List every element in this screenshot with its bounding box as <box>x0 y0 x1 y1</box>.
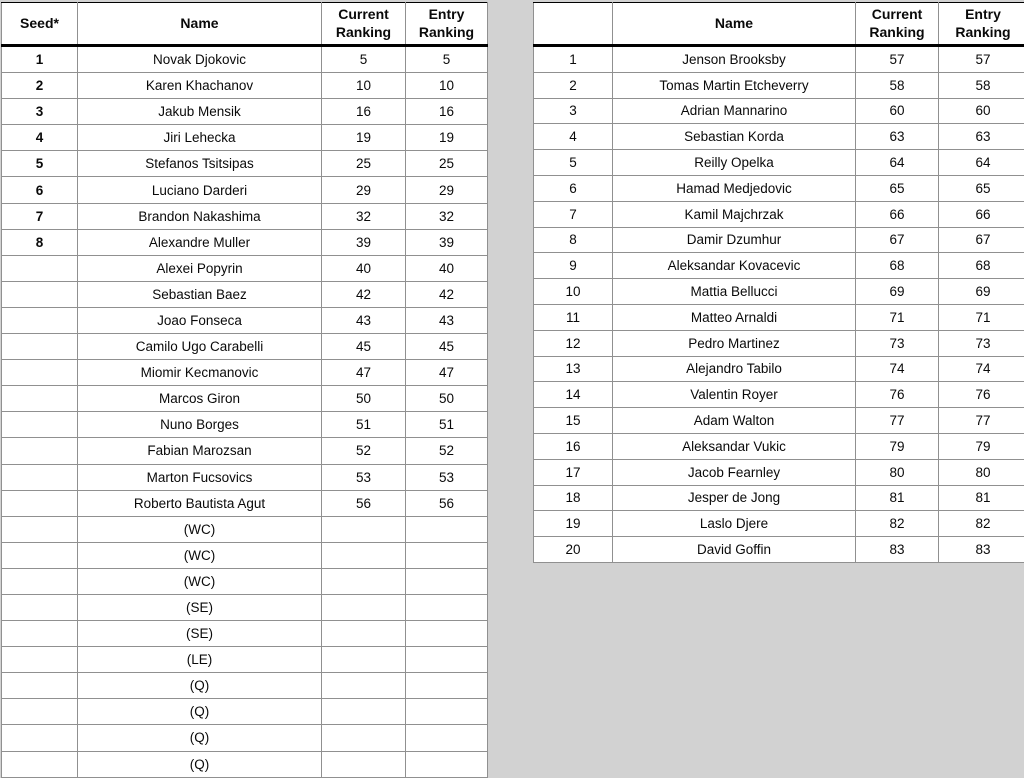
name-cell: Fabian Marozsan <box>78 438 322 464</box>
seed-cell: 1 <box>2 46 78 73</box>
name-cell: Tomas Martin Etcheverry <box>613 72 856 98</box>
seed-cell: 12 <box>534 330 613 356</box>
entry-ranking-cell <box>406 725 488 751</box>
table-row <box>534 124 1024 150</box>
entry-ranking-cell: 10 <box>406 73 488 99</box>
entry-ranking-cell: 32 <box>406 203 488 229</box>
table-row <box>2 673 488 699</box>
table-row <box>534 511 1024 537</box>
table-row <box>534 279 1024 305</box>
current-ranking-cell: 10 <box>322 73 406 99</box>
current-ranking-cell: 45 <box>322 334 406 360</box>
name-cell: Novak Djokovic <box>78 46 322 73</box>
seed-cell: 2 <box>534 72 613 98</box>
seed-cell: 15 <box>534 408 613 434</box>
entry-ranking-cell: 57 <box>939 46 1024 73</box>
name-cell: Hamad Medjedovic <box>613 175 856 201</box>
table-row <box>2 203 488 229</box>
current-ranking-cell: 42 <box>322 281 406 307</box>
seed-cell <box>2 751 78 777</box>
seed-cell <box>2 255 78 281</box>
table-row <box>2 516 488 542</box>
name-cell: (SE) <box>78 621 322 647</box>
seed-cell <box>2 542 78 568</box>
entry-ranking-cell: 52 <box>406 438 488 464</box>
name-cell: Kamil Majchrzak <box>613 201 856 227</box>
seed-cell <box>2 621 78 647</box>
seed-cell: 6 <box>534 175 613 201</box>
seed-cell <box>2 516 78 542</box>
table-row <box>2 151 488 177</box>
entry-ranking-cell <box>406 699 488 725</box>
seed-cell: 10 <box>534 279 613 305</box>
seed-cell: 14 <box>534 382 613 408</box>
current-ranking-cell <box>322 516 406 542</box>
table-row <box>534 175 1024 201</box>
seed-cell: 5 <box>2 151 78 177</box>
seed-cell: 18 <box>534 485 613 511</box>
seed-cell <box>2 647 78 673</box>
column-header: Current Ranking <box>856 3 939 46</box>
current-ranking-cell <box>322 699 406 725</box>
seed-cell <box>2 725 78 751</box>
entry-ranking-cell: 71 <box>939 304 1024 330</box>
table-row <box>534 201 1024 227</box>
seed-cell <box>2 360 78 386</box>
current-ranking-cell: 47 <box>322 360 406 386</box>
seed-cell: 5 <box>534 150 613 176</box>
entry-ranking-cell: 79 <box>939 433 1024 459</box>
current-ranking-cell: 58 <box>856 72 939 98</box>
entry-ranking-cell: 73 <box>939 330 1024 356</box>
table-row <box>2 255 488 281</box>
name-cell: Jakub Mensik <box>78 99 322 125</box>
current-ranking-cell: 77 <box>856 408 939 434</box>
column-header: Entry Ranking <box>406 3 488 46</box>
current-ranking-cell <box>322 621 406 647</box>
name-cell: Alexandre Muller <box>78 229 322 255</box>
seed-cell: 9 <box>534 253 613 279</box>
seed-cell: 8 <box>2 229 78 255</box>
header-row <box>2 3 488 46</box>
name-cell: (LE) <box>78 647 322 673</box>
name-cell: Jiri Lehecka <box>78 125 322 151</box>
table-row <box>2 46 488 73</box>
column-header: Current Ranking <box>322 3 406 46</box>
name-cell: Damir Dzumhur <box>613 227 856 253</box>
seeded-entry-table <box>1 2 488 778</box>
name-cell: David Goffin <box>613 537 856 563</box>
name-cell: Reilly Opelka <box>613 150 856 176</box>
current-ranking-cell: 80 <box>856 459 939 485</box>
table-row <box>2 73 488 99</box>
table-row <box>2 281 488 307</box>
name-cell: Alexei Popyrin <box>78 255 322 281</box>
seed-cell <box>2 307 78 333</box>
entry-ranking-cell: 50 <box>406 386 488 412</box>
table-row <box>534 46 1024 73</box>
current-ranking-cell: 39 <box>322 229 406 255</box>
current-ranking-cell: 65 <box>856 175 939 201</box>
seed-cell <box>2 673 78 699</box>
name-cell: Adrian Mannarino <box>613 98 856 124</box>
table-row <box>534 537 1024 563</box>
table-row <box>2 490 488 516</box>
seed-cell: 19 <box>534 511 613 537</box>
current-ranking-cell: 25 <box>322 151 406 177</box>
entry-ranking-cell: 64 <box>939 150 1024 176</box>
table-row <box>2 751 488 777</box>
current-ranking-cell: 83 <box>856 537 939 563</box>
name-cell: (Q) <box>78 673 322 699</box>
current-ranking-cell: 19 <box>322 125 406 151</box>
entry-ranking-cell: 25 <box>406 151 488 177</box>
table-row <box>2 229 488 255</box>
name-cell: Aleksandar Vukic <box>613 433 856 459</box>
table-row <box>2 542 488 568</box>
table-row <box>534 227 1024 253</box>
seed-cell: 4 <box>534 124 613 150</box>
name-cell: Miomir Kecmanovic <box>78 360 322 386</box>
entry-ranking-cell <box>406 621 488 647</box>
name-cell: Sebastian Baez <box>78 281 322 307</box>
entry-ranking-cell: 60 <box>939 98 1024 124</box>
entry-ranking-cell: 66 <box>939 201 1024 227</box>
entry-ranking-cell: 63 <box>939 124 1024 150</box>
table-row <box>2 125 488 151</box>
seed-cell <box>2 464 78 490</box>
current-ranking-cell <box>322 647 406 673</box>
current-ranking-cell <box>322 594 406 620</box>
seed-cell <box>2 412 78 438</box>
name-cell: Mattia Bellucci <box>613 279 856 305</box>
entry-ranking-cell <box>406 673 488 699</box>
table-row <box>534 150 1024 176</box>
seed-cell <box>2 438 78 464</box>
current-ranking-cell: 43 <box>322 307 406 333</box>
seed-cell <box>2 699 78 725</box>
table-row <box>534 304 1024 330</box>
current-ranking-cell: 81 <box>856 485 939 511</box>
current-ranking-cell: 5 <box>322 46 406 73</box>
seed-cell <box>2 594 78 620</box>
current-ranking-cell: 74 <box>856 356 939 382</box>
current-ranking-cell: 82 <box>856 511 939 537</box>
entry-ranking-cell: 81 <box>939 485 1024 511</box>
entry-ranking-cell: 58 <box>939 72 1024 98</box>
name-cell: Sebastian Korda <box>613 124 856 150</box>
name-cell: (WC) <box>78 516 322 542</box>
name-cell: Karen Khachanov <box>78 73 322 99</box>
name-cell: Matteo Arnaldi <box>613 304 856 330</box>
seed-cell: 6 <box>2 177 78 203</box>
table-row <box>534 433 1024 459</box>
seed-cell: 4 <box>2 125 78 151</box>
current-ranking-cell: 40 <box>322 255 406 281</box>
seed-cell: 16 <box>534 433 613 459</box>
seed-cell: 7 <box>534 201 613 227</box>
entry-ranking-cell: 51 <box>406 412 488 438</box>
entry-ranking-cell: 29 <box>406 177 488 203</box>
table-row <box>534 253 1024 279</box>
name-cell: Jenson Brooksby <box>613 46 856 73</box>
seed-cell <box>2 490 78 516</box>
name-cell: Pedro Martinez <box>613 330 856 356</box>
current-ranking-cell: 56 <box>322 490 406 516</box>
name-cell: Luciano Darderi <box>78 177 322 203</box>
table-row <box>2 725 488 751</box>
name-cell: Nuno Borges <box>78 412 322 438</box>
table-row <box>2 99 488 125</box>
table-row <box>534 330 1024 356</box>
current-ranking-cell <box>322 725 406 751</box>
seed-cell: 2 <box>2 73 78 99</box>
table-row <box>2 621 488 647</box>
entry-ranking-cell: 53 <box>406 464 488 490</box>
current-ranking-cell <box>322 751 406 777</box>
current-ranking-cell: 76 <box>856 382 939 408</box>
current-ranking-cell: 57 <box>856 46 939 73</box>
current-ranking-cell <box>322 673 406 699</box>
current-ranking-cell: 63 <box>856 124 939 150</box>
current-ranking-cell <box>322 542 406 568</box>
current-ranking-cell: 64 <box>856 150 939 176</box>
entry-ranking-cell: 65 <box>939 175 1024 201</box>
seed-cell: 17 <box>534 459 613 485</box>
name-cell: Stefanos Tsitsipas <box>78 151 322 177</box>
seed-cell: 7 <box>2 203 78 229</box>
current-ranking-cell: 29 <box>322 177 406 203</box>
column-header: Entry Ranking <box>939 3 1024 46</box>
entry-ranking-cell: 16 <box>406 99 488 125</box>
current-ranking-cell <box>322 568 406 594</box>
entry-ranking-cell <box>406 594 488 620</box>
name-cell: (WC) <box>78 568 322 594</box>
entry-ranking-cell: 82 <box>939 511 1024 537</box>
current-ranking-cell: 66 <box>856 201 939 227</box>
entry-ranking-cell: 74 <box>939 356 1024 382</box>
table-row <box>534 459 1024 485</box>
table-row <box>2 594 488 620</box>
name-cell: (Q) <box>78 751 322 777</box>
seed-cell: 13 <box>534 356 613 382</box>
name-cell: Adam Walton <box>613 408 856 434</box>
seed-cell: 8 <box>534 227 613 253</box>
table-row <box>2 438 488 464</box>
name-cell: Laslo Djere <box>613 511 856 537</box>
table-row <box>534 382 1024 408</box>
entry-ranking-cell: 19 <box>406 125 488 151</box>
table-row <box>2 177 488 203</box>
name-cell: Valentin Royer <box>613 382 856 408</box>
current-ranking-cell: 71 <box>856 304 939 330</box>
name-cell: Brandon Nakashima <box>78 203 322 229</box>
name-cell: (SE) <box>78 594 322 620</box>
name-cell: Aleksandar Kovacevic <box>613 253 856 279</box>
entry-ranking-cell: 67 <box>939 227 1024 253</box>
column-header: Name <box>78 3 322 46</box>
seed-cell: 11 <box>534 304 613 330</box>
name-cell: Joao Fonseca <box>78 307 322 333</box>
table-row <box>534 72 1024 98</box>
current-ranking-cell: 53 <box>322 464 406 490</box>
table-row <box>2 568 488 594</box>
table-row <box>2 360 488 386</box>
entry-ranking-cell: 47 <box>406 360 488 386</box>
table-row <box>2 307 488 333</box>
entry-ranking-cell: 40 <box>406 255 488 281</box>
name-cell: (WC) <box>78 542 322 568</box>
current-ranking-cell: 50 <box>322 386 406 412</box>
column-header: Seed* <box>2 3 78 46</box>
table-row <box>534 356 1024 382</box>
entry-ranking-cell <box>406 542 488 568</box>
column-header: Name <box>613 3 856 46</box>
table-row <box>2 647 488 673</box>
entry-ranking-cell <box>406 647 488 673</box>
seed-cell: 1 <box>534 46 613 73</box>
seed-cell: 3 <box>534 98 613 124</box>
entry-ranking-cell: 83 <box>939 537 1024 563</box>
current-ranking-cell: 52 <box>322 438 406 464</box>
table-row <box>2 334 488 360</box>
column-header <box>534 3 613 46</box>
current-ranking-cell: 16 <box>322 99 406 125</box>
entry-ranking-cell: 45 <box>406 334 488 360</box>
seed-cell: 20 <box>534 537 613 563</box>
table-row <box>534 408 1024 434</box>
table-row <box>2 464 488 490</box>
seed-cell <box>2 334 78 360</box>
table-row <box>2 412 488 438</box>
current-ranking-cell: 68 <box>856 253 939 279</box>
name-cell: Jacob Fearnley <box>613 459 856 485</box>
current-ranking-cell: 51 <box>322 412 406 438</box>
current-ranking-cell: 67 <box>856 227 939 253</box>
entry-ranking-cell: 69 <box>939 279 1024 305</box>
seed-cell: 3 <box>2 99 78 125</box>
table-row <box>534 98 1024 124</box>
entry-ranking-cell: 76 <box>939 382 1024 408</box>
current-ranking-cell: 69 <box>856 279 939 305</box>
current-ranking-cell: 73 <box>856 330 939 356</box>
entry-ranking-cell: 80 <box>939 459 1024 485</box>
name-cell: Marton Fucsovics <box>78 464 322 490</box>
entry-ranking-cell: 56 <box>406 490 488 516</box>
seed-cell <box>2 281 78 307</box>
entry-ranking-cell: 39 <box>406 229 488 255</box>
current-ranking-cell: 79 <box>856 433 939 459</box>
name-cell: (Q) <box>78 725 322 751</box>
seed-cell <box>2 568 78 594</box>
entry-ranking-cell: 42 <box>406 281 488 307</box>
entry-ranking-cell: 43 <box>406 307 488 333</box>
name-cell: Camilo Ugo Carabelli <box>78 334 322 360</box>
entry-ranking-cell <box>406 751 488 777</box>
current-ranking-cell: 32 <box>322 203 406 229</box>
entry-ranking-cell: 77 <box>939 408 1024 434</box>
entry-ranking-cell <box>406 568 488 594</box>
name-cell: Roberto Bautista Agut <box>78 490 322 516</box>
entry-ranking-cell: 68 <box>939 253 1024 279</box>
entry-ranking-cell <box>406 516 488 542</box>
entry-ranking-cell: 5 <box>406 46 488 73</box>
table-row <box>2 699 488 725</box>
name-cell: (Q) <box>78 699 322 725</box>
table-row <box>2 386 488 412</box>
alternate-entry-table <box>533 2 1024 563</box>
current-ranking-cell: 60 <box>856 98 939 124</box>
header-row <box>534 3 1024 46</box>
table-row <box>534 485 1024 511</box>
name-cell: Jesper de Jong <box>613 485 856 511</box>
name-cell: Marcos Giron <box>78 386 322 412</box>
seed-cell <box>2 386 78 412</box>
name-cell: Alejandro Tabilo <box>613 356 856 382</box>
